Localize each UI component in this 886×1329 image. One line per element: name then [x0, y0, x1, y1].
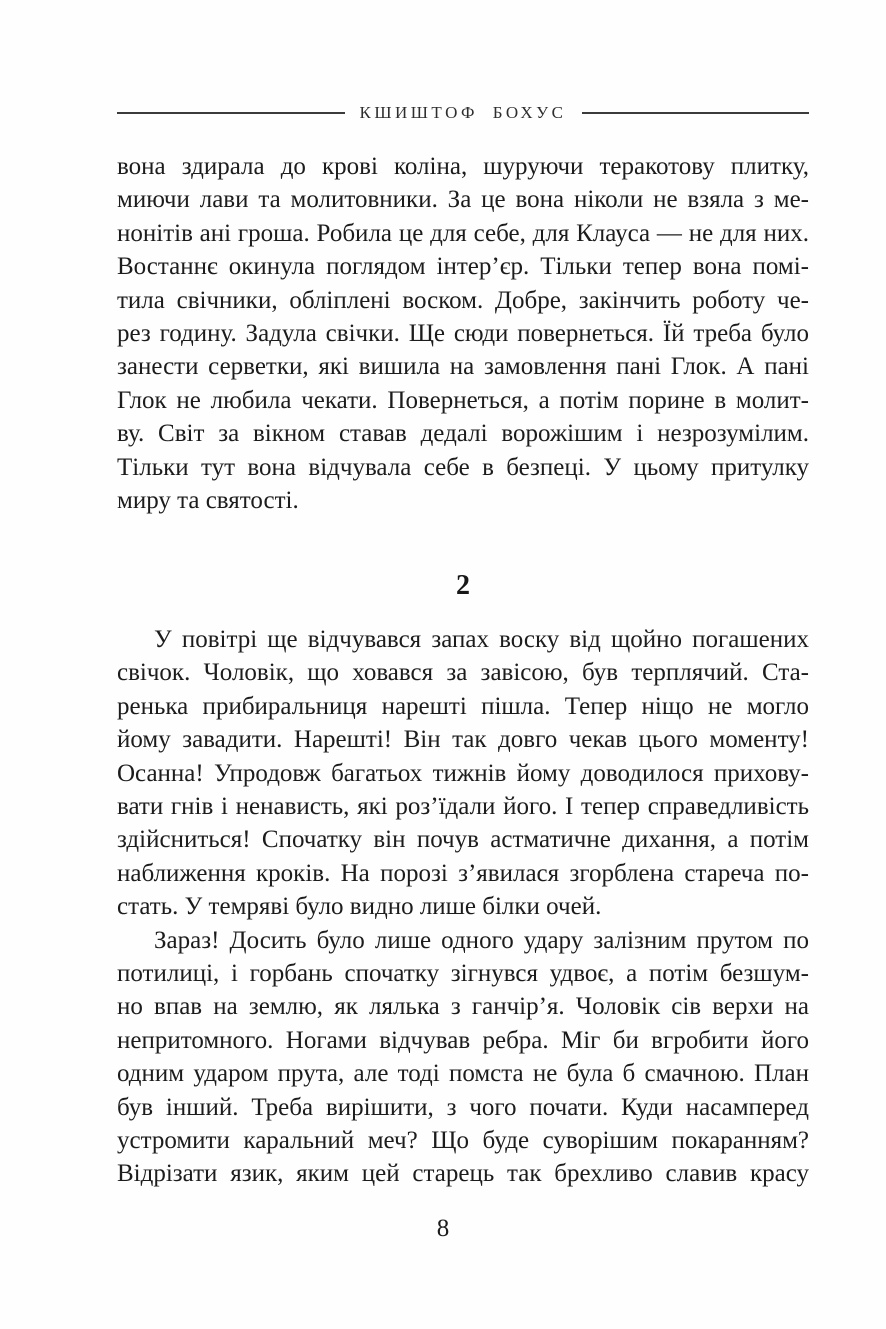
text-line: стать. У темряві було видно лише білки очей.: [117, 893, 602, 921]
text-line: був інший. Треба вирішити, з чого почати. Куди насамперед: [117, 1093, 809, 1121]
text-line: миючи лави та молитовники. За це вона ніколи не взяла з ме-: [117, 186, 809, 214]
paragraph-1: [117, 150, 809, 517]
text-line: Відрізати язик, яким цей старець так брехливо славив красу: [117, 1160, 809, 1188]
text-line: Востаннє окинула поглядом інтер’єр. Тільки тепер вона помі-: [117, 253, 809, 281]
text-line: ву. Світ за вікном ставав дедалі ворожішим і незрозумілим.: [117, 420, 809, 448]
text-line: ренька прибиральниця нарешті пішла. Тепер ніщо не могло: [117, 692, 809, 720]
running-head-author: КШИШТОФ БОХУС: [359, 103, 567, 122]
text-line: непритомного. Ногами відчував ребра. Міг би вгробити його: [117, 1026, 809, 1054]
text-line: миру та святості.: [117, 487, 299, 515]
header-rule-right: [582, 112, 810, 114]
text-line: занести серветки, які вишила на замовлення пані Глок. А пані: [117, 353, 809, 381]
text-line: Глок не любила чекати. Повернеться, а потім порине в молит-: [117, 386, 809, 414]
text-line: У повітрі ще відчувався запах воску від щойно погашених: [154, 625, 809, 653]
text-line: вона здирала до крові коліна, шуруючи теракотову плитку,: [117, 153, 809, 180]
text-line: Осанна! Упродовж багатьох тижнів йому доводилося прихову-: [117, 759, 809, 787]
text-line: наближення кроків. На порозі з’явилася згорблена стареча по-: [117, 859, 809, 887]
text-line: вати гнів і ненависть, які роз’їдали його. І тепер справедливість: [117, 792, 809, 820]
text-line: Зараз! Досить було лише одного удару залізним прутом по: [154, 926, 809, 954]
text-line: свічок. Чоловік, що ховався за завісою, був терплячий. Ста-: [117, 659, 809, 687]
text-line: рез годину. Задула свічки. Ще сюди повернеться. Їй треба було: [117, 320, 809, 348]
section-number: 2: [456, 570, 470, 602]
header-rule-left: [117, 112, 345, 114]
text-line: Тільки тут вона відчувала себе в безпеці. У цьому притулку: [117, 453, 809, 481]
running-head: [117, 100, 809, 126]
text-line: устромити каральний меч? Що буде суворішим покаранням?: [117, 1126, 809, 1154]
page-number: 8: [436, 1215, 450, 1242]
body-text: [117, 150, 809, 1191]
text-line: но впав на землю, як лялька з ганчір’я. Чоловік сів верхи на: [117, 993, 809, 1021]
text-line: здійсниться! Спочатку він почув астматичне дихання, а потім: [117, 826, 809, 854]
text-line: йому завадити. Нарешті! Він так довго чекав цього моменту!: [117, 726, 809, 754]
paragraph-2: [117, 623, 809, 924]
text-line: одним ударом прута, але тоді помста не була б смачною. План: [117, 1060, 809, 1088]
paragraph-3: [117, 924, 809, 1191]
text-line: потилиці, і горбань спочатку зігнувся удвоє, а потім безшум-: [117, 959, 809, 987]
text-line: нонітів ані гроша. Робила це для себе, для Клауса — не для них.: [117, 219, 809, 247]
text-line: тила свічники, обліплені воском. Добре, закінчить роботу че-: [117, 286, 809, 314]
